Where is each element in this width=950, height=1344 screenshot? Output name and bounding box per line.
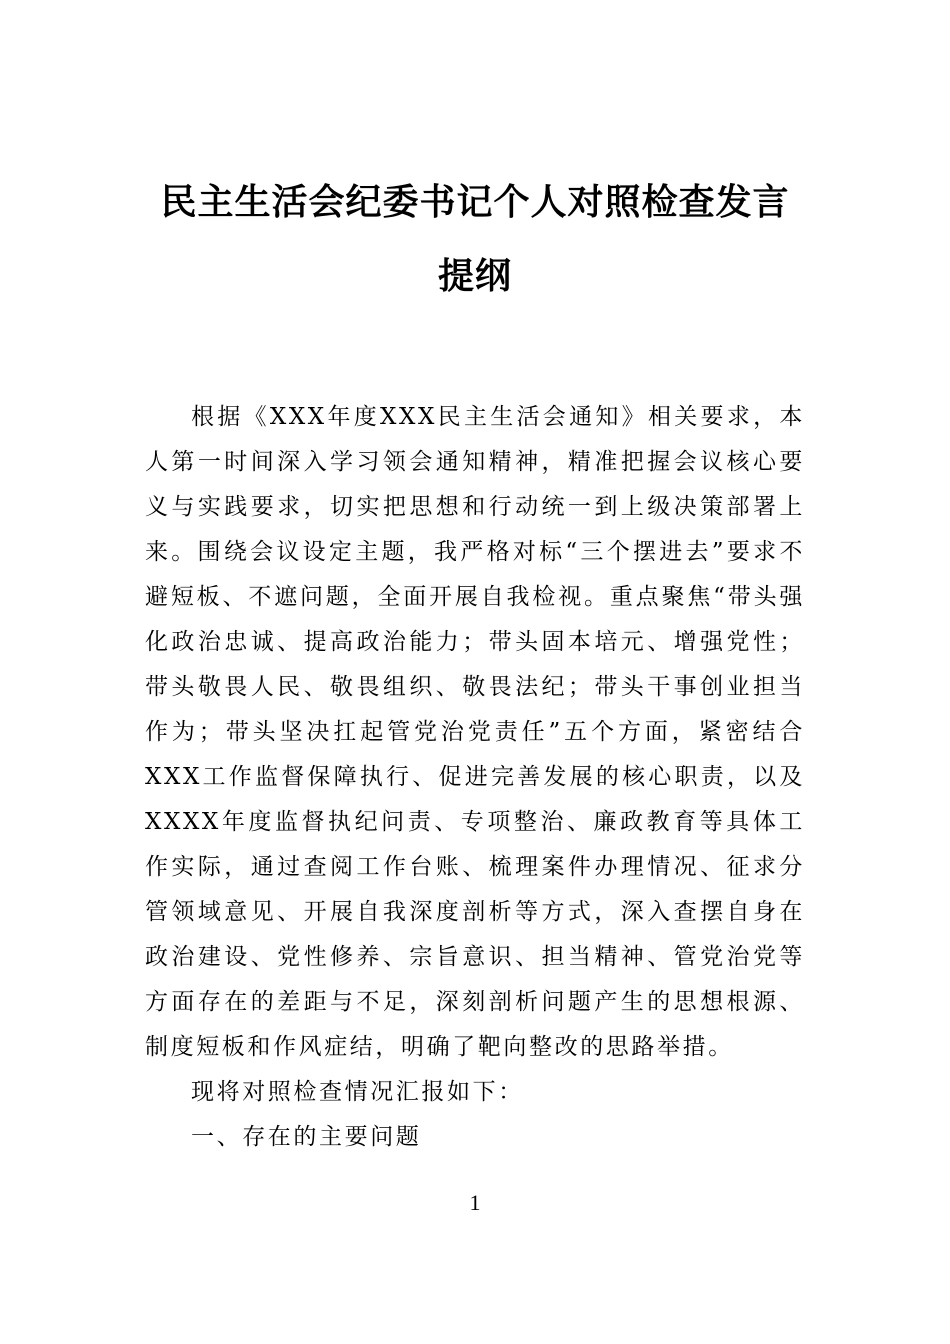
intro-paragraph: 根据《XXX年度XXX民主生活会通知》相关要求，本人第一时间深入学习领会通知精神，精准把握会议核心要义与实践要求，切实把思想和行动统一到上级决策部署上来。围绕会议设定主题，我严格对标“三个摆进去”要求不避短板、不遮问题，全面开展自我检视。重点聚焦“带头强化政治忠诚、提高政治能力；带头固本培元、增强党性；带头敬畏人民、敬畏组织、敬畏法纪；带头干事创业担当作为；带头坚决扛起管党治党责任”五个方面，紧密结合XXX工作监督保障执行、促进完善发展的核心职责，以及XXXX年度监督执纪问责、专项整治、廉政教育等具体工作实际，通过查阅工作台账、梳理案件办理情况、征求分管领域意见、开展自我深度剖析等方式，深入查摆自身在政治建设、党性修养、宗旨意识、担当精神、管党治党等方面存在的差距与不足，深刻剖析问题产生的思想根源、制度短板和作风症结，明确了靶向整改的思路举措。 bbox=[145, 404, 805, 1060]
document-body bbox=[145, 395, 805, 1160]
report-lead-paragraph: 现将对照检查情况汇报如下： bbox=[191, 1079, 524, 1105]
page-number: 1 bbox=[469, 1190, 481, 1215]
document-title: 民主生活会纪委书记个人对照检查发言提纲 bbox=[160, 181, 790, 297]
section-heading: 一、存在的主要问题 bbox=[191, 1124, 422, 1150]
